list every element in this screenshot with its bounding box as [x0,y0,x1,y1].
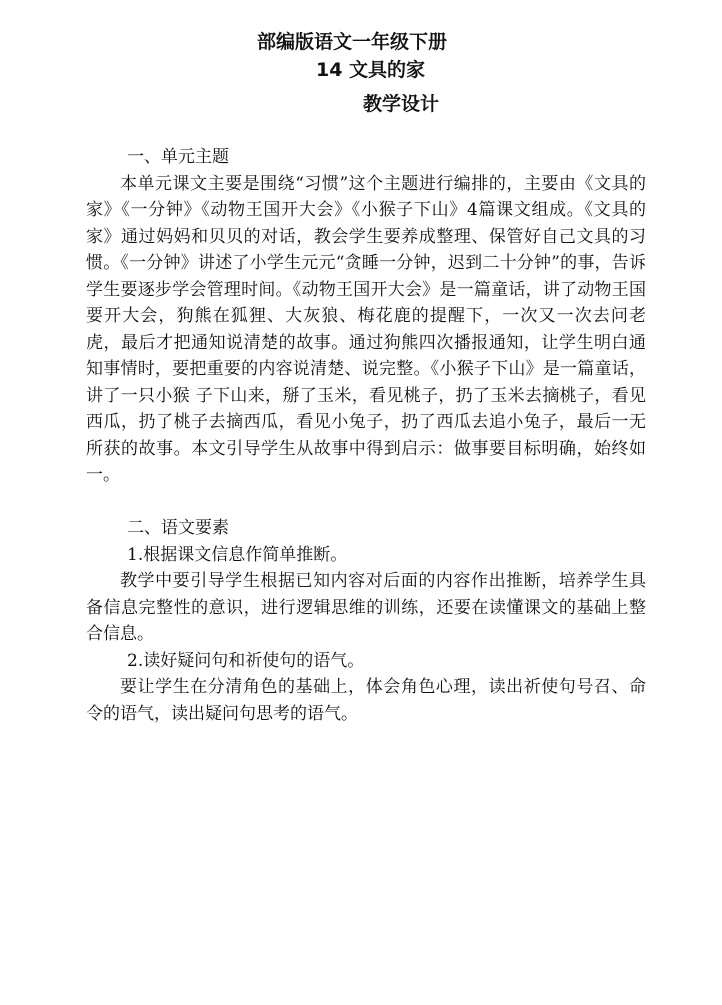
section-heading-language-elements: 二、语文要素 [127,518,229,538]
document-type-title: 教学设计 [363,93,440,115]
document-body [86,144,646,727]
element-item-text-2: 要让学生在分清角色的基础上，体会角色心理，读出祈使句号召、命令的语气，读出疑问句思考的语气。 [86,677,646,724]
book-title: 部编版语文一年级下册 [257,31,448,53]
element-item-label-2: 2.读好疑问句和祈使句的语气。 [127,650,365,671]
section-gap [86,489,646,516]
element-item-text-1: 教学中要引导学生根据已知内容对后面的内容作出推断，培养学生具备信息完整性的意识，进行逻辑思维的训练，还要在读懂课文的基础上整合信息。 [86,571,646,644]
section-heading-unit-theme: 一、单元主题 [127,147,229,167]
lesson-title: 14 文具的家 [316,59,426,81]
element-item-label-1: 1.根据课文信息作简单推断。 [127,544,348,565]
unit-theme-paragraph: 本单元课文主要是围绕“习惯”这个主题进行编排的，主要由《文具的家》《一分钟》《动物王国开大会》《小猴子下山》4篇课文组成。《文具的家》通过妈妈和贝贝的对话，教会学生要养成整理、保管好自己文具的习惯。《一分钟》讲述了小学生元元“贪睡一分钟，迟到二十分钟”的事，告诉学生要逐步学会管理时间。《动物王国开大会》是一篇童话，讲了动物王国要开大会，狗熊在狐狸、大灰狼、梅花鹿的提醒下，一次又一次去问老虎，最后才把通知说清楚的故事。通过狗熊四次播报通知，让学生明白通知事情时，要把重要的内容说清楚、说完整。《小猴子下山》是一篇童话，讲了一只小猴 子下山来，掰了玉米，看见桃子，扔了玉米去摘桃子，看见西瓜，扔了桃子去摘西瓜，看见小兔子，扔了西瓜去追小兔子，最后一无所获的故事。本文引导学生从故事中得到启示：做事要目标明确，始终如一。 [86,173,646,485]
